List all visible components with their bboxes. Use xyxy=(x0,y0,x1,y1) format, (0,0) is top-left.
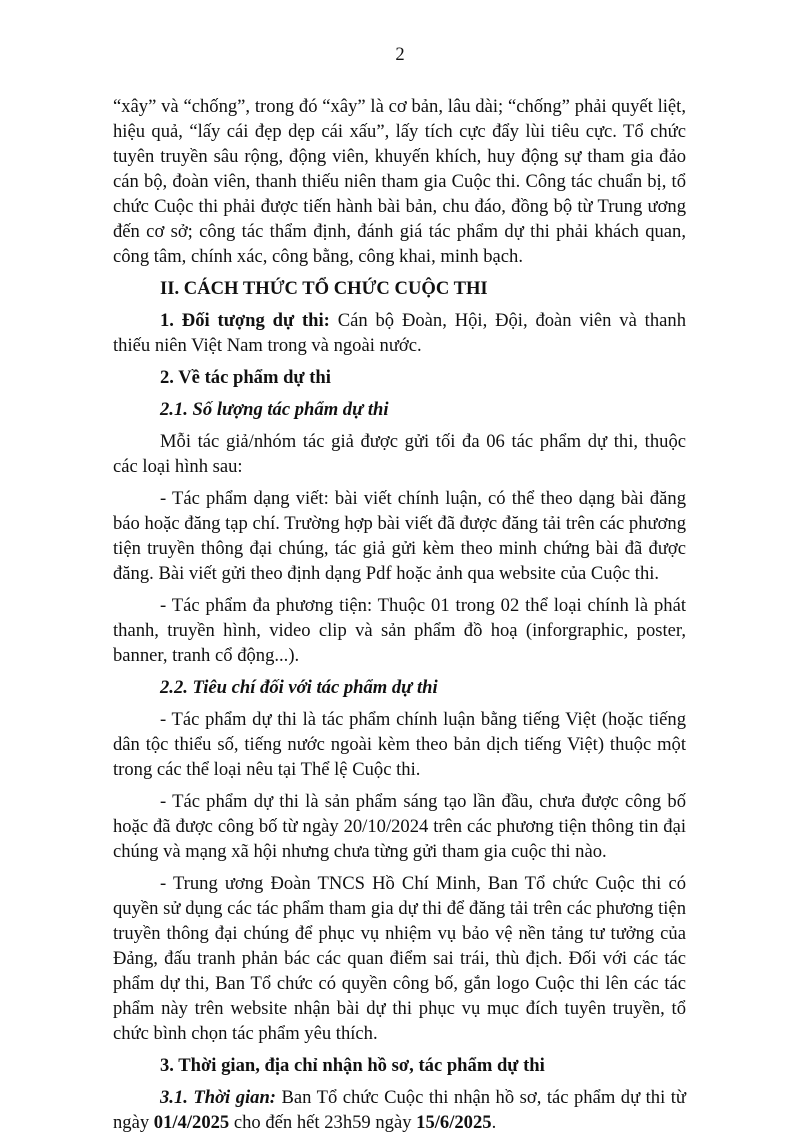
item-3-1-text-c: . xyxy=(491,1112,497,1133)
page-number: 2 xyxy=(395,44,405,65)
section-2-heading: II. CÁCH THỨC TỔ CHỨC CUỘC THI xyxy=(160,278,488,299)
item-3-1-label: 3.1. Thời gian: xyxy=(160,1087,276,1108)
item-2-2-heading: 2.2. Tiêu chí đối với tác phẩm dự thi xyxy=(160,677,438,698)
item-1-text: Cán bộ Đoàn, Hội, Đội, đoàn viên và thanh thiếu niên Việt Nam trong và ngoài nước. xyxy=(113,310,686,356)
item-2-1-intro: Mỗi tác giả/nhóm tác giả được gửi tối đa 06 tác phẩm dự thi, thuộc các loại hình sau: xyxy=(113,431,686,477)
item-1-participants xyxy=(113,308,686,358)
item-2-2-bullet-language: - Tác phẩm dự thi là tác phẩm chính luận bằng tiếng Việt (hoặc tiếng dân tộc thiểu số, tiếng nước ngoài kèm theo bản dịch tiếng Việt) thuộc một trong các thể loại nêu tại Thể lệ Cuộc thi. xyxy=(113,709,686,780)
item-3-1-time xyxy=(113,1085,686,1135)
item-3-1-text-b: cho đến hết 23h59 ngày xyxy=(229,1112,417,1133)
item-3-1-text-a: Ban Tổ chức Cuộc thi nhận hồ sơ, tác phẩm dự thi từ ngày xyxy=(113,1087,686,1133)
item-2-heading: 2. Về tác phẩm dự thi xyxy=(160,367,331,388)
item-2-2-bullet-originality: - Tác phẩm dự thi là sản phẩm sáng tạo lần đầu, chưa được công bố hoặc đã được công bố từ ngày 20/10/2024 trên các phương tiện thông tin đại chúng và mạng xã hội nhưng chưa từng gửi tham gia cuộc thi nào. xyxy=(113,791,686,862)
item-2-1-heading: 2.1. Số lượng tác phẩm dự thi xyxy=(160,399,389,420)
item-2-1-bullet-multimedia: - Tác phẩm đa phương tiện: Thuộc 01 trong 02 thể loại chính là phát thanh, truyền hình, video clip và sản phẩm đồ hoạ (inforgraphic, poster, banner, tranh cổ động...). xyxy=(113,595,686,666)
item-2-2-bullet-rights: - Trung ương Đoàn TNCS Hồ Chí Minh, Ban Tổ chức Cuộc thi có quyền sử dụng các tác phẩm tham gia dự thi để đăng tải trên các phương tiện truyền thông đại chúng để phục vụ nhiệm vụ bảo vệ nền tảng tư tưởng của Đảng, đấu tranh phản bác các quan điểm sai trái, thù địch. Đối với các tác phẩm dự thi, Ban Tổ chức có quyền công bố, gắn logo Cuộc thi lên các tác phẩm này trên website nhận bài dự thi phục vụ mục đích tuyên truyền, tổ chức bình chọn tác phẩm yêu thích. xyxy=(113,873,686,1044)
end-date: 15/6/2025 xyxy=(416,1112,492,1133)
intro-paragraph: “xây” và “chống”, trong đó “xây” là cơ bản, lâu dài; “chống” phải quyết liệt, hiệu quả, “lấy cái đẹp dẹp cái xấu”, lấy tích cực đẩy lùi tiêu cực. Tổ chức tuyên truyền sâu rộng, động viên, khuyến khích, huy động sự tham gia đảo cán bộ, đoàn viên, thanh thiếu niên tham gia Cuộc thi. Công tác chuẩn bị, tổ chức Cuộc thi phải được tiến hành bài bản, chu đáo, đồng bộ từ Trung ương đến cơ sở; công tác thẩm định, đánh giá tác phẩm dự thi phải khách quan, công tâm, chính xác, công bằng, công khai, minh bạch. xyxy=(113,96,686,267)
item-3-heading: 3. Thời gian, địa chỉ nhận hồ sơ, tác phẩm dự thi xyxy=(160,1055,545,1076)
item-1-label: 1. Đối tượng dự thi: xyxy=(160,310,330,331)
document-body xyxy=(113,94,686,1142)
start-date: 01/4/2025 xyxy=(153,1112,230,1133)
item-2-1-bullet-written: - Tác phẩm dạng viết: bài viết chính luận, có thể theo dạng bài đăng báo hoặc đăng tạp chí. Trường hợp bài viết đã được đăng tải trên các phương tiện truyền thông đại chúng, tác giả gửi kèm theo minh chứng bài đã được đăng. Bài viết gửi theo định dạng Pdf hoặc ảnh qua website của Cuộc thi. xyxy=(113,488,686,584)
